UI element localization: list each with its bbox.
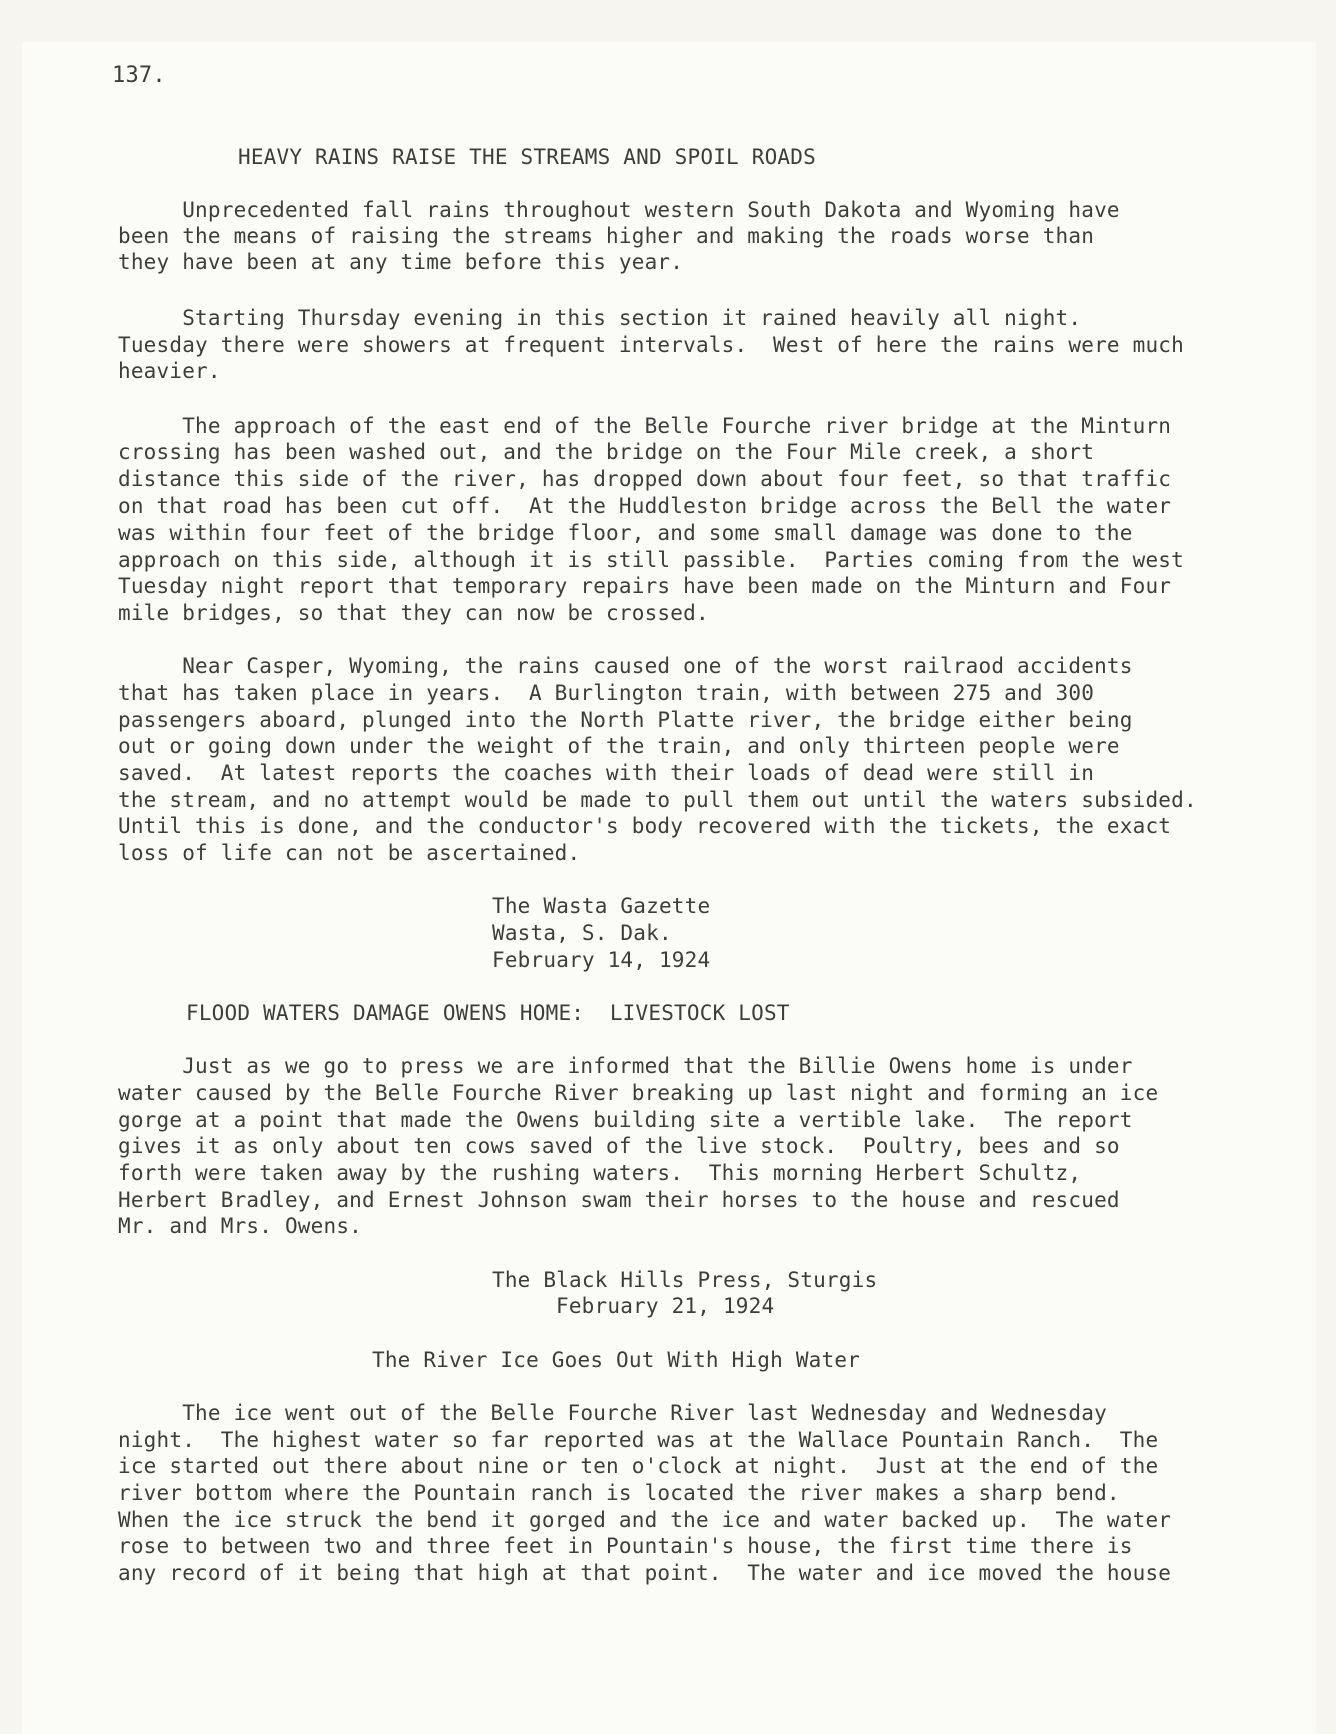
- article1-para3-line2: crossing has been washed out, and the bridge on the Four Mile creek, a short: [118, 440, 1095, 464]
- article3-headline: The River Ice Goes Out With High Water: [372, 1348, 861, 1372]
- article3-para1-line2: night. The highest water so far reported was at the Wallace Pountain Ranch. The: [118, 1428, 1159, 1452]
- article3-para1-line5: When the ice struck the bend it gorged and the ice and water backed up. The water: [118, 1508, 1172, 1532]
- article1-para4-line7: Until this is done, and the conductor's body recovered with the tickets, the exact: [118, 814, 1172, 838]
- article1-para4-line3: passengers aboard, plunged into the North Platte river, the bridge either being: [118, 708, 1133, 732]
- article1-para4-line2: that has taken place in years. A Burlington train, with between 275 and 300: [118, 681, 1095, 705]
- article2-headline: FLOOD WATERS DAMAGE OWENS HOME: LIVESTOCK LOST: [186, 1001, 790, 1025]
- article1-para3-line4: on that road has been cut off. At the Huddleston bridge across the Bell the water: [118, 494, 1172, 518]
- article1-para3-line6: approach on this side, although it is still passible. Parties coming from the west: [118, 548, 1184, 572]
- article1-headline: HEAVY RAINS RAISE THE STREAMS AND SPOIL ROADS: [238, 145, 816, 169]
- article3-para1-line3: ice started out there about nine or ten o'clock at night. Just at the end of the: [118, 1454, 1159, 1478]
- page-number: 137.: [112, 63, 166, 88]
- article1-para2-line2: Tuesday there were showers at frequent intervals. West of here the rains were much: [118, 333, 1184, 357]
- article1-para3-line7: Tuesday night report that temporary repairs have been made on the Minturn and Four: [118, 574, 1172, 598]
- article3-para1-line4: river bottom where the Pountain ranch is located the river makes a sharp bend.: [118, 1481, 1120, 1505]
- article1-para3-line8: mile bridges, so that they can now be crossed.: [118, 601, 709, 625]
- article1-para4-line6: the stream, and no attempt would be made to pull them out until the waters subsided.: [118, 788, 1197, 812]
- article2-para1-line3: gorge at a point that made the Owens building site a vertible lake. The report: [118, 1108, 1133, 1132]
- article1-para3-line1: The approach of the east end of the Belle Fourche river bridge at the Minturn: [118, 414, 1172, 438]
- article1-credit-date: February 14, 1924: [492, 948, 711, 972]
- article1-para1-line3: they have been at any time before this year.: [118, 250, 684, 274]
- article1-para3-line5: was within four feet of the bridge floor, and some small damage was done to the: [118, 521, 1133, 545]
- article2-para1-line1: Just as we go to press we are informed that the Billie Owens home is under: [118, 1054, 1133, 1078]
- article1-para4-line8: loss of life can not be ascertained.: [118, 841, 581, 865]
- article1-para3-line3: distance this side of the river, has dropped down about four feet, so that traffic: [118, 467, 1172, 491]
- article1-para1-line2: been the means of raising the streams higher and making the roads worse than: [118, 224, 1095, 248]
- article1-credit-paper: The Wasta Gazette: [492, 894, 711, 918]
- article3-para1-line6: rose to between two and three feet in Pountain's house, the first time there is: [118, 1534, 1133, 1558]
- article3-para1-line1: The ice went out of the Belle Fourche River last Wednesday and Wednesday: [118, 1401, 1107, 1425]
- article3-para1-line7: any record of it being that high at that point. The water and ice moved the house: [118, 1561, 1172, 1585]
- article1-para4-line5: saved. At latest reports the coaches with their loads of dead were still in: [118, 761, 1095, 785]
- article2-para1-line4: gives it as only about ten cows saved of the live stock. Poultry, bees and so: [118, 1134, 1120, 1158]
- article1-credit-place: Wasta, S. Dak.: [492, 921, 672, 945]
- article2-para1-line6: Herbert Bradley, and Ernest Johnson swam their horses to the house and rescued: [118, 1188, 1120, 1212]
- article1-para4-line1: Near Casper, Wyoming, the rains caused one of the worst railraod accidents: [118, 654, 1133, 678]
- article2-para1-line5: forth were taken away by the rushing waters. This morning Herbert Schultz,: [118, 1161, 1082, 1185]
- article1-para1-line1: Unprecedented fall rains throughout western South Dakota and Wyoming have: [118, 198, 1120, 222]
- article2-credit-paper: The Black Hills Press, Sturgis: [492, 1268, 878, 1292]
- article1-para2-line1: Starting Thursday evening in this section it rained heavily all night.: [118, 306, 1082, 330]
- article1-para4-line4: out or going down under the weight of the train, and only thirteen people were: [118, 734, 1120, 758]
- article2-para1-line2: water caused by the Belle Fourche River breaking up last night and forming an ice: [118, 1081, 1159, 1105]
- article2-para1-line7: Mr. and Mrs. Owens.: [118, 1214, 363, 1238]
- article2-credit-date: February 21, 1924: [556, 1294, 775, 1318]
- article1-para2-line3: heavier.: [118, 359, 221, 383]
